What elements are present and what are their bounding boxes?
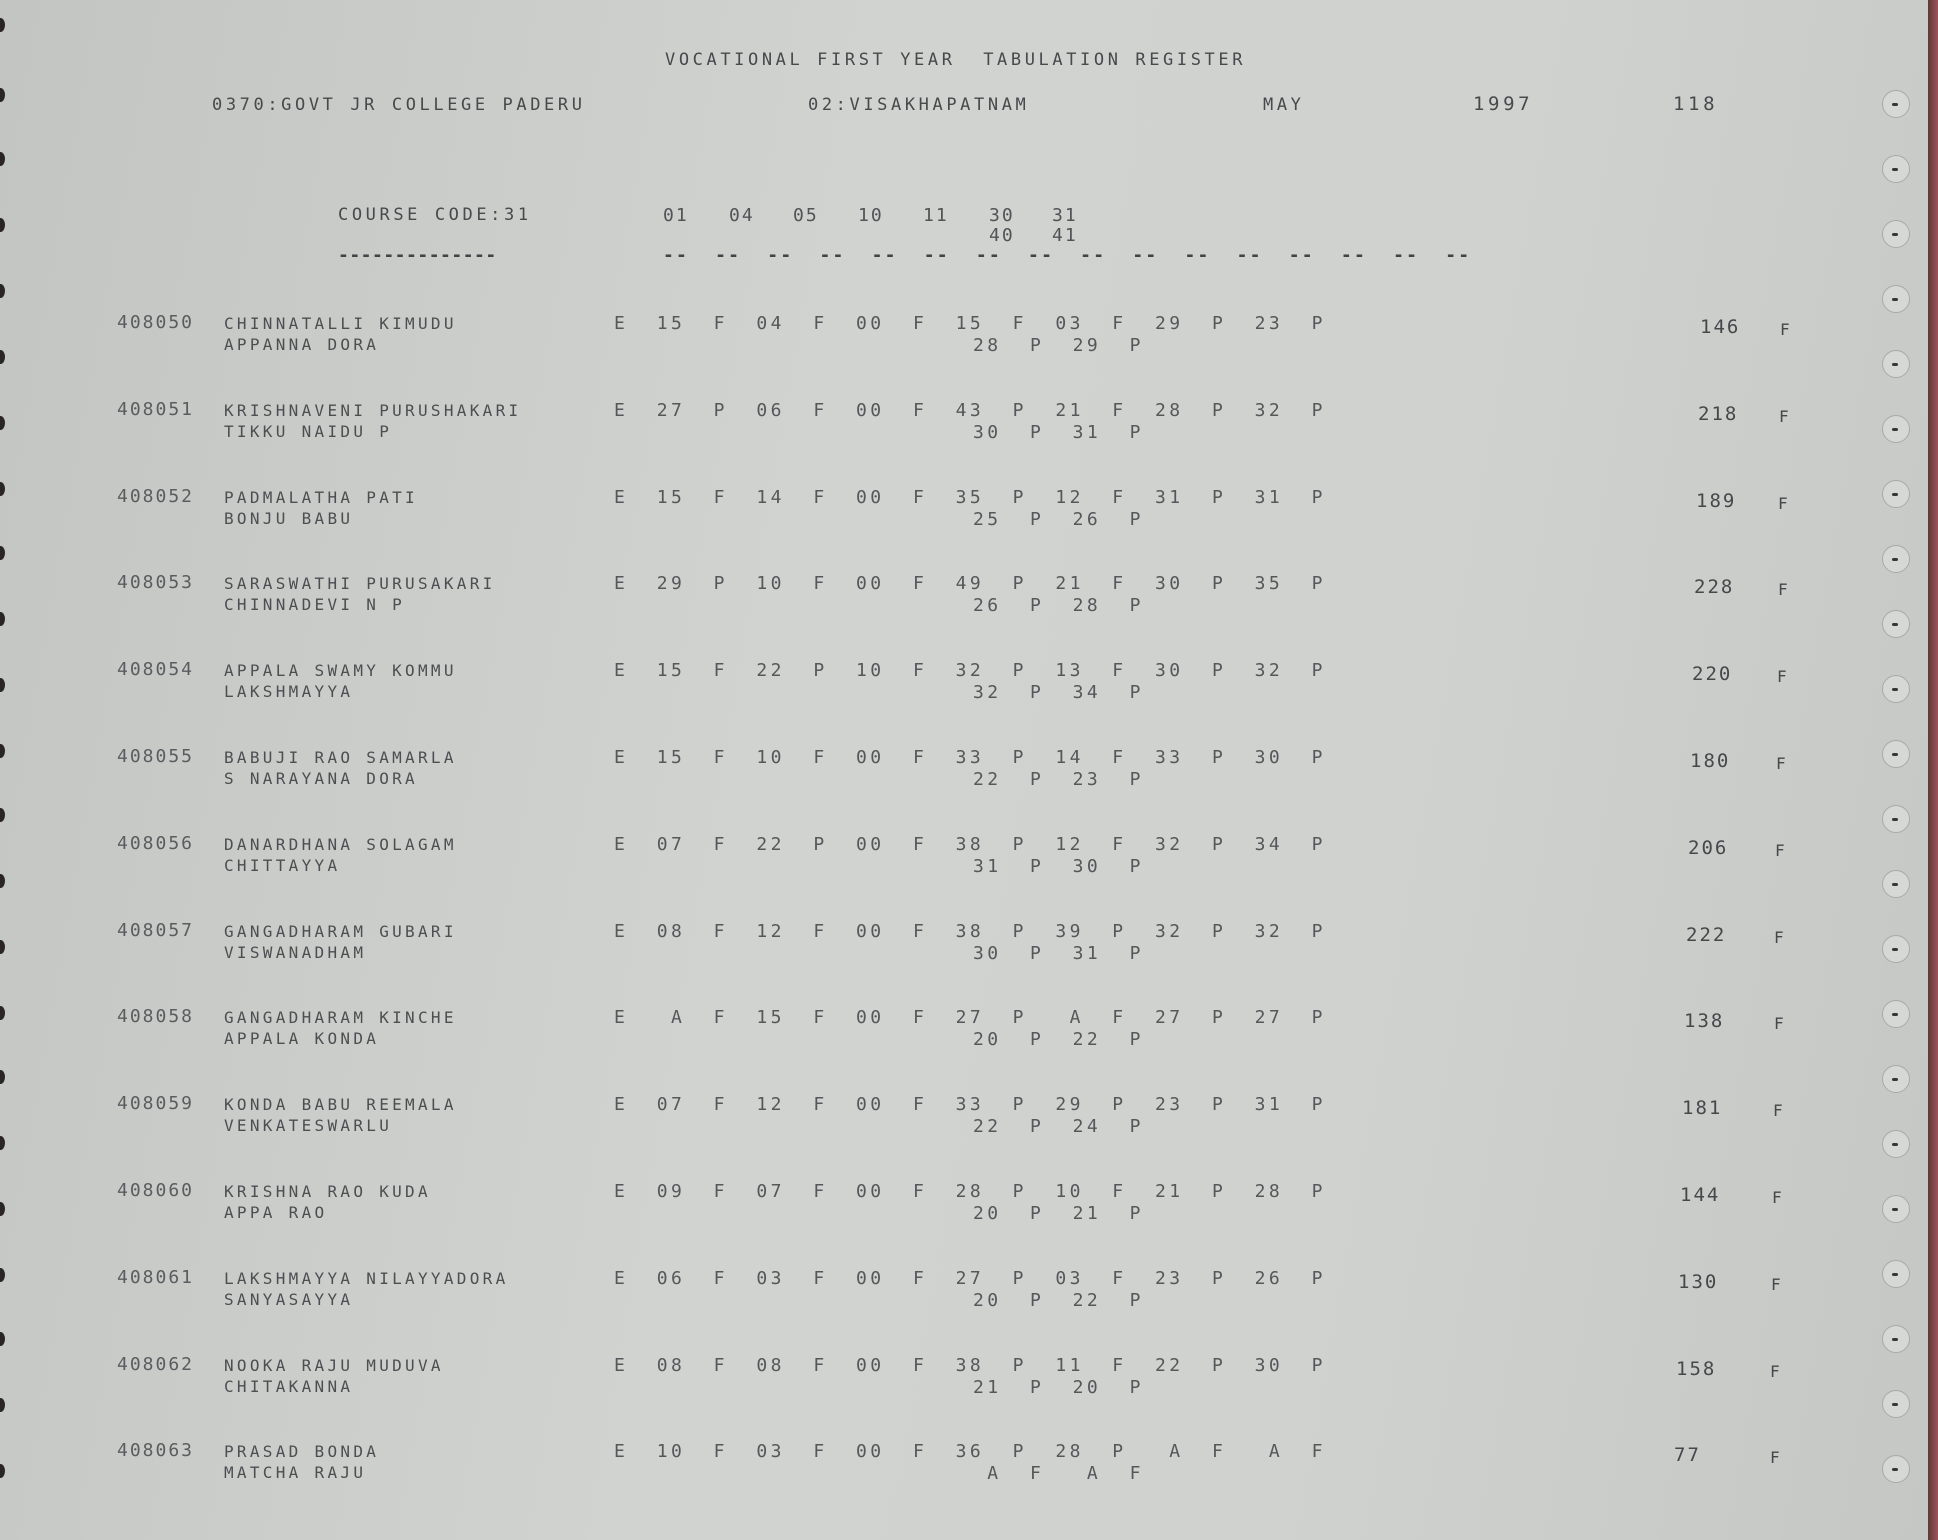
roll-number: 408057 xyxy=(117,920,195,941)
student-name-line1: KRISHNA RAO KUDA xyxy=(224,1182,431,1201)
feed-hole xyxy=(0,744,5,758)
student-name-line2: CHITTAYYA xyxy=(224,856,341,875)
result-status: F xyxy=(1780,320,1790,339)
subject-code-1: 01 xyxy=(663,205,689,226)
subject-code-8: 40 xyxy=(989,225,1015,246)
marks-line1: E 15 F 10 F 00 F 33 P 14 F 33 P 30 P xyxy=(614,747,1326,768)
marks-line1: E 06 F 03 F 00 F 27 P 03 F 23 P 26 P xyxy=(614,1268,1326,1289)
feed-hole xyxy=(1882,610,1910,638)
marks-line2: 32 P 34 P xyxy=(973,682,1144,703)
feed-hole xyxy=(1882,1325,1910,1353)
roll-number: 408061 xyxy=(117,1267,195,1288)
roll-number: 408059 xyxy=(117,1093,195,1114)
student-name-line2: APPALA KONDA xyxy=(224,1029,380,1048)
student-name-line2: LAKSHMAYYA xyxy=(224,682,354,701)
subject-code-9: 41 xyxy=(1052,225,1078,246)
feed-hole xyxy=(0,1332,5,1346)
result-status: F xyxy=(1770,1448,1780,1467)
feed-hole xyxy=(0,546,5,560)
feed-hole xyxy=(0,1006,5,1020)
roll-number: 408063 xyxy=(117,1440,195,1461)
student-name-line2: TIKKU NAIDU P xyxy=(224,422,393,441)
feed-hole xyxy=(1882,1455,1910,1483)
feed-hole xyxy=(0,482,5,496)
subject-dashes: -- -- -- -- -- -- -- -- -- -- -- -- -- -- -- -- xyxy=(663,245,1472,266)
marks-line1: E 08 F 08 F 00 F 38 P 11 F 22 P 30 P xyxy=(614,1355,1326,1376)
course-code-underline: -------------- xyxy=(338,245,497,266)
student-name-line1: GANGADHARAM KINCHE xyxy=(224,1008,457,1027)
student-name-line1: CHINNATALLI KIMUDU xyxy=(224,314,457,333)
roll-number: 408052 xyxy=(117,486,195,507)
feed-hole xyxy=(1882,1260,1910,1288)
feed-hole xyxy=(1882,1390,1910,1418)
total-marks: 218 xyxy=(1698,403,1739,425)
exam-year: 1997 xyxy=(1473,93,1534,115)
marks-line1: E 07 F 12 F 00 F 33 P 29 P 23 P 31 P xyxy=(614,1094,1326,1115)
feed-hole xyxy=(0,350,5,364)
feed-hole xyxy=(0,678,5,692)
feed-hole xyxy=(0,284,5,298)
feed-hole xyxy=(1882,935,1910,963)
marks-line2: 21 P 20 P xyxy=(973,1377,1144,1398)
total-marks: 228 xyxy=(1694,576,1735,598)
feed-hole xyxy=(0,1398,5,1412)
marks-line2: 22 P 24 P xyxy=(973,1116,1144,1137)
marks-line2: 25 P 26 P xyxy=(973,509,1144,530)
marks-line2: 30 P 31 P xyxy=(973,422,1144,443)
feed-hole xyxy=(0,218,5,232)
page-number: 118 xyxy=(1673,93,1719,115)
marks-line2: 20 P 22 P xyxy=(973,1029,1144,1050)
feed-hole xyxy=(0,1268,5,1282)
subject-code-7: 31 xyxy=(1052,205,1078,226)
binder-edge xyxy=(1928,0,1938,1540)
total-marks: 144 xyxy=(1680,1184,1721,1206)
tractor-feed-holes-right xyxy=(1858,0,1938,1540)
student-name-line1: APPALA SWAMY KOMMU xyxy=(224,661,457,680)
result-status: F xyxy=(1779,407,1789,426)
roll-number: 408054 xyxy=(117,659,195,680)
student-name-line1: DANARDHANA SOLAGAM xyxy=(224,835,457,854)
student-name-line2: VENKATESWARLU xyxy=(224,1116,393,1135)
register-title: VOCATIONAL FIRST YEAR TABULATION REGISTER xyxy=(665,50,1247,70)
feed-hole xyxy=(1882,480,1910,508)
feed-hole xyxy=(0,940,5,954)
result-status: F xyxy=(1772,1188,1782,1207)
student-name-line1: PRASAD BONDA xyxy=(224,1442,380,1461)
feed-hole xyxy=(1882,415,1910,443)
marks-line2: 26 P 28 P xyxy=(973,595,1144,616)
feed-hole xyxy=(1882,1130,1910,1158)
result-status: F xyxy=(1778,580,1788,599)
feed-hole xyxy=(0,1202,5,1216)
subject-code-2: 04 xyxy=(729,205,755,226)
marks-line1: E 08 F 12 F 00 F 38 P 39 P 32 P 32 P xyxy=(614,921,1326,942)
marks-line2: 20 P 22 P xyxy=(973,1290,1144,1311)
college-name: 0370:GOVT JR COLLEGE PADERU xyxy=(212,95,586,115)
subject-code-6: 30 xyxy=(989,205,1015,226)
student-name-line2: MATCHA RAJU xyxy=(224,1463,367,1482)
result-status: F xyxy=(1776,754,1786,773)
feed-hole xyxy=(1882,155,1910,183)
roll-number: 408058 xyxy=(117,1006,195,1027)
student-name-line2: APPA RAO xyxy=(224,1203,328,1222)
total-marks: 180 xyxy=(1690,750,1731,772)
marks-line2: A F A F xyxy=(973,1463,1144,1484)
feed-hole xyxy=(0,18,5,32)
subject-code-3: 05 xyxy=(793,205,819,226)
student-name-line2: BONJU BABU xyxy=(224,509,354,528)
total-marks: 77 xyxy=(1674,1444,1701,1466)
result-status: F xyxy=(1777,667,1787,686)
marks-line1: E 29 P 10 F 00 F 49 P 21 F 30 P 35 P xyxy=(614,573,1326,594)
student-name-line1: KRISHNAVENI PURUSHAKARI xyxy=(224,401,522,420)
student-name-line2: S NARAYANA DORA xyxy=(224,769,418,788)
result-status: F xyxy=(1770,1362,1780,1381)
result-status: F xyxy=(1778,494,1788,513)
course-code: COURSE CODE:31 xyxy=(338,205,532,225)
feed-hole xyxy=(0,612,5,626)
exam-month: MAY xyxy=(1263,95,1305,115)
feed-hole xyxy=(0,1464,5,1478)
feed-hole xyxy=(1882,285,1910,313)
marks-line1: E 15 F 04 F 00 F 15 F 03 F 29 P 23 P xyxy=(614,313,1326,334)
total-marks: 220 xyxy=(1692,663,1733,685)
marks-line2: 31 P 30 P xyxy=(973,856,1144,877)
feed-hole xyxy=(1882,805,1910,833)
feed-hole xyxy=(1882,675,1910,703)
student-name-line2: VISWANADHAM xyxy=(224,943,367,962)
result-status: F xyxy=(1775,841,1785,860)
feed-hole xyxy=(0,1070,5,1084)
feed-hole xyxy=(0,416,5,430)
student-name-line1: SARASWATHI PURUSAKARI xyxy=(224,574,496,593)
feed-hole xyxy=(1882,740,1910,768)
subject-code-4: 10 xyxy=(858,205,884,226)
roll-number: 408062 xyxy=(117,1354,195,1375)
feed-hole xyxy=(1882,1195,1910,1223)
student-name-line2: CHINNADEVI N P xyxy=(224,595,406,614)
result-status: F xyxy=(1771,1275,1781,1294)
total-marks: 138 xyxy=(1684,1010,1725,1032)
feed-hole xyxy=(1882,220,1910,248)
marks-line1: E 15 F 14 F 00 F 35 P 12 F 31 P 31 P xyxy=(614,487,1326,508)
roll-number: 408055 xyxy=(117,746,195,767)
feed-hole xyxy=(1882,1065,1910,1093)
feed-hole xyxy=(1882,545,1910,573)
marks-line1: E 27 P 06 F 00 F 43 P 21 F 28 P 32 P xyxy=(614,400,1326,421)
student-name-line2: SANYASAYYA xyxy=(224,1290,354,1309)
district: 02:VISAKHAPATNAM xyxy=(808,95,1030,115)
total-marks: 206 xyxy=(1688,837,1729,859)
result-status: F xyxy=(1773,1101,1783,1120)
student-name-line1: KONDA BABU REEMALA xyxy=(224,1095,457,1114)
marks-line1: E 15 F 22 P 10 F 32 P 13 F 30 P 32 P xyxy=(614,660,1326,681)
feed-hole xyxy=(1882,1000,1910,1028)
total-marks: 189 xyxy=(1696,490,1737,512)
marks-line1: E A F 15 F 00 F 27 P A F 27 P 27 P xyxy=(614,1007,1326,1028)
feed-hole xyxy=(1882,350,1910,378)
marks-line2: 20 P 21 P xyxy=(973,1203,1144,1224)
total-marks: 181 xyxy=(1682,1097,1723,1119)
feed-hole xyxy=(1882,90,1910,118)
student-name-line1: GANGADHARAM GUBARI xyxy=(224,922,457,941)
student-name-line2: APPANNA DORA xyxy=(224,335,380,354)
total-marks: 222 xyxy=(1686,924,1727,946)
marks-line2: 28 P 29 P xyxy=(973,335,1144,356)
result-status: F xyxy=(1774,1014,1784,1033)
marks-line1: E 09 F 07 F 00 F 28 P 10 F 21 P 28 P xyxy=(614,1181,1326,1202)
tractor-feed-holes-left xyxy=(0,0,14,1540)
feed-hole xyxy=(0,152,5,166)
student-name-line1: PADMALATHA PATI xyxy=(224,488,418,507)
total-marks: 158 xyxy=(1676,1358,1717,1380)
feed-hole xyxy=(0,88,5,102)
roll-number: 408056 xyxy=(117,833,195,854)
total-marks: 130 xyxy=(1678,1271,1719,1293)
result-status: F xyxy=(1774,928,1784,947)
total-marks: 146 xyxy=(1700,316,1741,338)
marks-line1: E 10 F 03 F 00 F 36 P 28 P A F A F xyxy=(614,1441,1326,1462)
feed-hole xyxy=(0,874,5,888)
roll-number: 408051 xyxy=(117,399,195,420)
roll-number: 408053 xyxy=(117,572,195,593)
student-name-line2: CHITAKANNA xyxy=(224,1377,354,1396)
feed-hole xyxy=(1882,870,1910,898)
roll-number: 408060 xyxy=(117,1180,195,1201)
marks-line2: 22 P 23 P xyxy=(973,769,1144,790)
student-name-line1: BABUJI RAO SAMARLA xyxy=(224,748,457,767)
roll-number: 408050 xyxy=(117,312,195,333)
feed-hole xyxy=(0,1136,5,1150)
student-name-line1: LAKSHMAYYA NILAYYADORA xyxy=(224,1269,509,1288)
student-name-line1: NOOKA RAJU MUDUVA xyxy=(224,1356,444,1375)
marks-line2: 30 P 31 P xyxy=(973,943,1144,964)
subject-code-5: 11 xyxy=(923,205,949,226)
feed-hole xyxy=(0,808,5,822)
marks-line1: E 07 F 22 P 00 F 38 P 12 F 32 P 34 P xyxy=(614,834,1326,855)
